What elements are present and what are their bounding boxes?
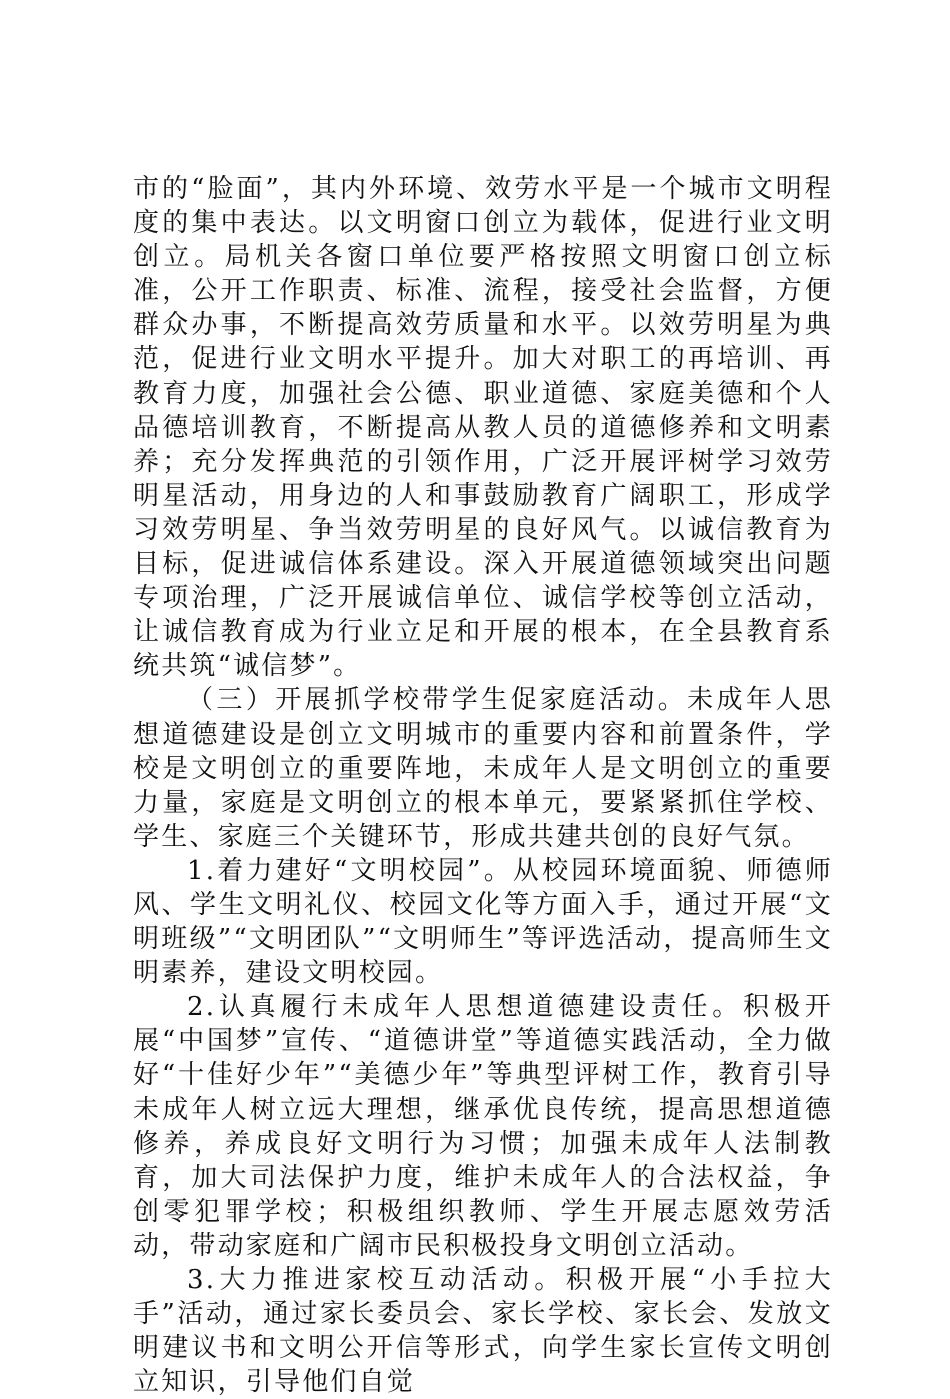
document-body bbox=[133, 172, 833, 1399]
paragraph-section-three: （三）开展抓学校带学生促家庭活动。未成年人思想道德建设是创立文明城市的重要内容和前置条件，学校是文明创立的重要阵地，未成年人是文明创立的重要力量，家庭是文明创立的根本单元，要紧紧抓住学校、学生、家庭三个关键环节，形成共建共创的良好气氛。 bbox=[133, 685, 833, 852]
paragraph-item-three: 3.大力推进家校互动活动。积极开展“小手拉大手”活动，通过家长委员会、家长学校、家长会、发放文明建议书和文明公开信等形式，向学生家长宣传文明创立知识，引导他们自觉 bbox=[133, 1265, 833, 1398]
paragraph-item-one: 1.着力建好“文明校园”。从校园环境面貌、师德师风、学生文明礼仪、校园文化等方面入手，通过开展“文明班级”“文明团队”“文明师生”等评选活动，提高师生文明素养，建设文明校园。 bbox=[133, 855, 833, 989]
paragraph-item-two: 2.认真履行未成年人思想道德建设责任。积极开展“中国梦”宣传、“道德讲堂”等道德实践活动，全力做好“十佳好少年”“美德少年”等典型评树工作，教育引导未成年人树立远大理想，继承优良传统，提高思想道德修养，养成良好文明行为习惯；加强未成年人法制教育，加大司法保护力度，维护未成年人的合法权益，争创零犯罪学校；积极组织教师、学生开展志愿效劳活动，带动家庭和广阔市民积极投身文明创立活动。 bbox=[133, 992, 833, 1261]
paragraph-window-creation: 市的“脸面”，其内外环境、效劳水平是一个城市文明程度的集中表达。以文明窗口创立为载体，促进行业文明创立。局机关各窗口单位要严格按照文明窗口创立标准，公开工作职责、标准、流程，接受社会监督，方便群众办事，不断提高效劳质量和水平。以效劳明星为典范，促进行业文明水平提升。加大对职工的再培训、再教育力度，加强社会公德、职业道德、家庭美德和个人品德培训教育，不断提高从教人员的道德修养和文明素养；充分发挥典范的引领作用，广泛开展评树学习效劳明星活动，用身边的人和事鼓励教育广阔职工，形成学习效劳明星、争当效劳明星的良好风气。以诚信教育为目标，促进诚信体系建设。深入开展道德领域突出问题专项治理，广泛开展诚信单位、诚信学校等创立活动，让诚信教育成为行业立足和开展的根本，在全县教育系统共筑“诚信梦”。 bbox=[133, 174, 833, 682]
